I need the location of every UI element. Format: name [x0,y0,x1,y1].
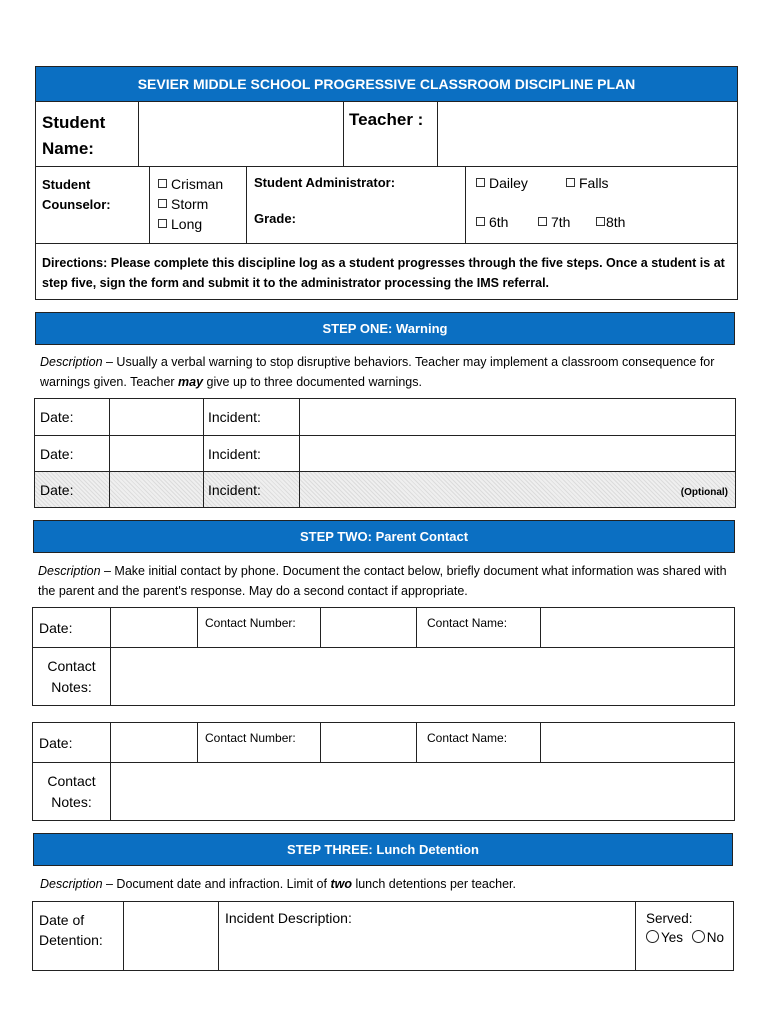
student-name-label: Student Name: [42,113,106,158]
date-field[interactable] [110,472,204,508]
incident-field[interactable] [300,436,736,472]
incident-label: Incident: [204,399,300,436]
warning-row [35,436,736,472]
directions-text: Directions: Please complete this discipline log as a student progresses through the five steps. Once a student is at step five, sign the form and submit it to the administrator processing the IMS referral. [42,256,725,290]
teacher-label: Teacher : [349,110,424,129]
date-label: Date: [33,723,111,763]
step-two-title: STEP TWO: Parent Contact [299,529,469,544]
contact-name-label: Contact Name: [417,723,541,763]
date-label: Date: [33,608,111,648]
grade-name: 6th [489,214,509,230]
warning-row [35,399,736,436]
administrator-label: Student Administrator: [254,175,396,190]
counselor-option-long[interactable] [158,214,238,234]
description-label: Description [38,564,101,578]
contact-notes-label-text: Contact Notes: [47,772,96,810]
incident-field[interactable] [300,399,736,436]
description-text: – Document date and infraction. Limit of [102,877,331,891]
detention-date-label [33,902,124,971]
date-label: Date: [35,399,110,436]
counselor-option-storm[interactable] [158,194,238,214]
contact-notes-label [33,648,111,706]
contact-notes-field[interactable] [111,648,735,706]
checkbox-icon[interactable] [538,217,547,226]
step-three-description [40,874,730,894]
date-field[interactable] [110,436,204,472]
description-text: give up to three documented warnings. [203,375,422,389]
optional-note: (Optional) [680,486,728,498]
description-text: – Make initial contact by phone. Document the contact below, briefly document what information was shared with the parent and the parent's response. May do a second contact if appropriate. [38,564,727,598]
contact-name-label: Contact Name: [417,608,541,648]
step-three-bar [33,833,733,866]
radio-icon[interactable] [692,930,705,943]
served-options [646,928,733,947]
date-label: Date: [35,472,110,508]
description-emphasis: may [178,375,204,389]
contact-number-field[interactable] [321,723,417,763]
date-field[interactable] [110,399,204,436]
counselor-name: Long [171,216,203,232]
step-three-title: STEP THREE: Lunch Detention [287,842,479,857]
step-one-bar [35,312,735,345]
grade-option-6th[interactable] [476,214,508,230]
counselor-label-cell [35,166,150,244]
administrator-option-falls[interactable] [566,175,609,191]
teacher-label-cell [343,101,438,167]
detention-date-label-text: Date of Detention: [39,912,103,948]
form-title: SEVIER MIDDLE SCHOOL PROGRESSIVE CLASSROOM DISCIPLINE PLAN [137,76,636,92]
served-yes-option[interactable] [646,930,683,945]
yes-label: Yes [661,930,684,945]
incident-label: Incident: [204,472,300,508]
contact-notes-row [33,648,735,706]
incident-label: Incident: [204,436,300,472]
contact-number-field[interactable] [321,608,417,648]
step-one-title: STEP ONE: Warning [322,321,448,336]
admin-grade-cell [246,166,466,244]
description-label: Description [40,877,103,891]
description-text: lunch detentions per teacher. [351,877,516,891]
contact-notes-label [33,763,111,821]
detention-table [32,901,734,971]
student-name-field[interactable] [138,101,344,167]
teacher-field[interactable] [437,101,738,167]
description-label: Description [40,355,103,369]
detention-row [33,902,734,971]
checkbox-icon[interactable] [158,219,167,228]
administrator-name: Falls [579,175,609,191]
counselor-name: Storm [171,196,209,212]
counselor-options-cell [149,166,247,244]
contact-notes-field[interactable] [111,763,735,821]
contact-row [33,723,735,763]
description-text: – Usually a verbal warning to stop disruptive behaviors. Teacher may implement a classroom consequence for warnings given. Teacher [40,355,715,389]
no-label: No [706,930,725,945]
radio-icon[interactable] [646,930,659,943]
grade-option-8th[interactable] [596,214,625,230]
checkbox-icon[interactable] [158,199,167,208]
date-label: Date: [35,436,110,472]
incident-description-label: Incident Description: [225,910,352,926]
grade-name: 8th [606,214,626,230]
checkbox-icon[interactable] [596,217,605,226]
directions-cell [35,243,738,300]
step-one-description [40,352,730,392]
warning-row-optional [35,472,736,508]
grade-label: Grade: [254,211,296,226]
contact-number-label: Contact Number: [198,723,321,763]
date-field[interactable] [111,723,198,763]
form-title-bar [35,66,738,102]
checkbox-icon[interactable] [158,179,167,188]
detention-date-field[interactable] [124,902,219,971]
checkbox-icon[interactable] [476,217,485,226]
step-two-description [38,561,732,601]
admin-grade-options-cell [465,166,738,244]
counselor-name: Crisman [171,176,224,192]
contact-table-2 [32,722,735,821]
grade-name: 7th [551,214,571,230]
administrator-name: Dailey [489,175,528,191]
incident-field[interactable] [300,472,736,508]
administrator-option-dailey[interactable] [476,175,528,191]
served-label: Served: [646,911,693,926]
contact-notes-row [33,763,735,821]
counselor-option-crisman[interactable] [158,174,238,194]
description-emphasis: two [330,877,352,891]
incident-description-cell[interactable] [219,902,636,971]
served-cell [636,902,734,971]
served-no-option[interactable] [692,930,724,945]
contact-table-1 [32,607,735,706]
grade-option-7th[interactable] [538,214,570,230]
counselor-label: Student Counselor: [42,177,111,212]
checkbox-icon[interactable] [476,178,485,187]
contact-number-label: Contact Number: [198,608,321,648]
contact-name-field[interactable] [541,723,735,763]
student-name-label-cell [35,101,139,167]
contact-row [33,608,735,648]
warnings-table [34,398,736,508]
contact-notes-label-text: Contact Notes: [47,657,96,695]
date-field[interactable] [111,608,198,648]
step-two-bar [33,520,735,553]
contact-name-field[interactable] [541,608,735,648]
checkbox-icon[interactable] [566,178,575,187]
